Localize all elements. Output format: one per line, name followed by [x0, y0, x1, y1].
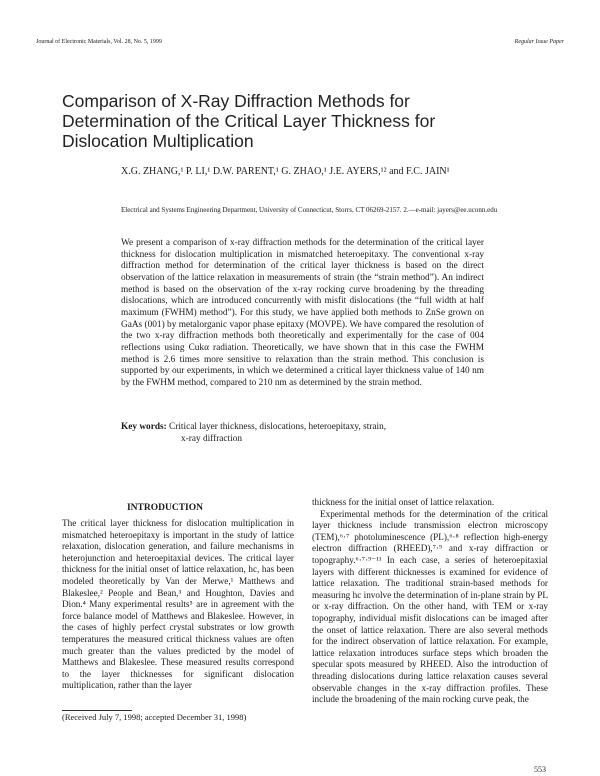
intro-paragraph-1-continued: thickness for the initial onset of lattice relaxation. [312, 497, 495, 507]
keywords-line1: Critical layer thickness, dislocations, heteroepitaxy, strain, [169, 422, 387, 432]
paper-title: Comparison of X-Ray Diffraction Methods for Determination of the Critical Layer Thickness for Dislocation Multiplication [62, 91, 436, 151]
paper-type-label: Regular Issue Paper [514, 39, 564, 45]
intro-paragraph-1: The critical layer thickness for dislocation multiplication in mismatched heteroepitaxy is important in the study of lattice relaxation, dislocation generation, and failure mechanisms in heterojunction and heteroepitaxial devices. The critical layer thickness for the initial onset of lattice relaxation, hc, has been modeled theoretically by Van der Merwe,¹ Matthews and Blakeslee,² People and Bean,³ and Houghton, Davies and Dion.⁴ Many experimental results⁵ are in agreement with the force balance model of Matthews and Blakeslee. However, in the cases of highly perfect crystal substrates or low growth temperatures the measured critical thickness values are often much greater than the values predicted by the model of Matthews and Blakeslee. These measured results correspond to the layer thicknesses for significant dislocation multiplication, rather than the layer [62, 518, 294, 691]
received-dates: (Received July 7, 1998; accepted December 31, 1998) [62, 712, 247, 722]
keywords-line2: x-ray diffraction [181, 433, 243, 444]
page-number: 553 [534, 765, 546, 774]
author-list: X.G. ZHANG,¹ P. LI,¹ D.W. PARENT,¹ G. ZHAO,¹ J.E. AYERS,¹² and F.C. JAIN¹ [121, 166, 450, 177]
body-column-right [312, 497, 548, 706]
intro-paragraph-2: Experimental methods for the determination of the critical layer thickness include transmission electron microscopy (TEM),⁶·⁷ photoluminescence (PL),⁶·⁸ reflection high-energy electron diffraction (RHEED),⁷·⁹ and x-ray diffraction or topography.⁶·⁷·⁹⁻¹¹ In each case, a series of heteroepitaxial layers with different thicknesses is examined for evidence of lattice relaxation. The traditional strain-based methods for measuring hc involve the determination of in-plane strain by PL or x-ray diffraction. On the other hand, with TEM or x-ray topography, individual misfit dislocations can be imaged after the onset of lattice relaxation. There are also several methods for the indirect observation of lattice relaxation. For example, lattice relaxation introduces surface steps which broaden the specular spots measured by RHEED. Also the introduction of threading dislocations during lattice relaxation causes several observable changes in the x-ray diffraction profiles. These include the broadening of the main rocking curve peak, the [312, 508, 548, 705]
footnote-divider [62, 710, 132, 711]
keywords-label: Key words: [121, 422, 167, 432]
affiliation: Electrical and Systems Engineering Department, University of Connecticut, Storrs, CT 06269-2157. 2.—e-mail: jayers@ee.uconn.edu [121, 206, 498, 214]
keywords [121, 422, 461, 445]
abstract: We present a comparison of x-ray diffraction methods for the determination of the critical layer thickness for dislocation multiplication in mismatched heteroepitaxy. The conventional x-ray diffraction method for determination of the critical layer thickness is based on the direct observation of the lattice relaxation in measurements of strain (the “strain method”). An indirect method is based on the observation of the x-ray rocking curve broadening by the threading dislocations, which are introduced concurrently with misfit dislocations (the “full width at half maximum (FWHM) method”). For this study, we have applied both methods to ZnSe grown on GaAs (001) by metalorganic vapor phase epitaxy (MOVPE). We have compared the resolution of the two x-ray diffraction methods both theoretically and experimentally for the case of 004 reflections using Cukα radiation. Theoretically, we have shown that in this case the FWHM method is 2.6 times more sensitive to relaxation than the strain method. This conclusion is supported by our experiments, in which we determined a critical layer thickness value of 140 nm by the FWHM method, compared to 210 nm as determined by the strain method. [121, 238, 484, 388]
body-column-left [62, 518, 294, 692]
section-heading-introduction: INTRODUCTION [126, 503, 203, 513]
journal-citation: Journal of Electronic Materials, Vol. 28, No. 5, 1999 [36, 39, 162, 45]
